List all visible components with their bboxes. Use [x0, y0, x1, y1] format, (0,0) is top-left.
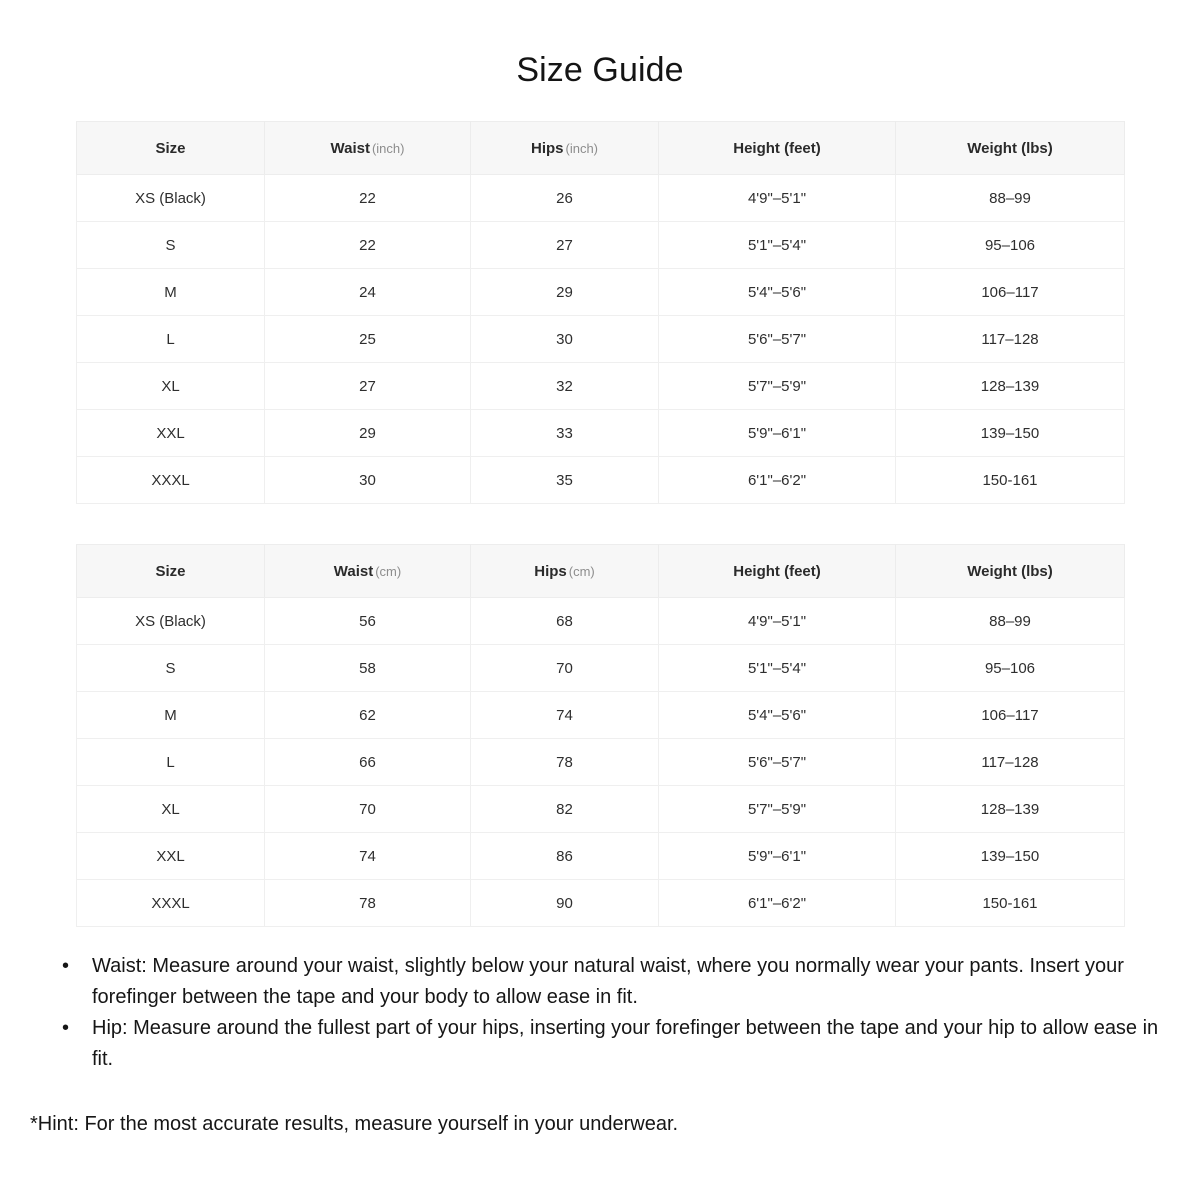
table-cell: 27	[471, 222, 659, 269]
column-header-unit: (cm)	[375, 563, 402, 579]
table-cell: 139–150	[896, 833, 1125, 880]
column-header-label: Hips	[534, 562, 567, 580]
table-cell: 33	[471, 410, 659, 457]
page-title: Size Guide	[516, 51, 684, 89]
table-cell: 88–99	[896, 175, 1125, 222]
table-row	[77, 222, 1125, 269]
column-header-size	[77, 122, 265, 175]
column-header-size	[77, 545, 265, 598]
size-label-cell: M	[77, 692, 265, 739]
table-cell: 5'6"–5'7"	[659, 316, 896, 363]
size-label-cell: XXL	[77, 410, 265, 457]
table-cell: 86	[471, 833, 659, 880]
size-label-cell: XXXL	[77, 880, 265, 927]
table-cell: 95–106	[896, 222, 1125, 269]
size-label-cell: XXL	[77, 833, 265, 880]
column-header-label: Waist	[333, 562, 374, 580]
column-header-label: Size	[155, 562, 186, 580]
table-body	[77, 598, 1125, 927]
table-header	[77, 545, 1125, 598]
table-cell: 5'7"–5'9"	[659, 363, 896, 410]
table-cell: 90	[471, 880, 659, 927]
table-row	[77, 833, 1125, 880]
table-body	[77, 175, 1125, 504]
size-label-cell: XXXL	[77, 457, 265, 504]
table-cell: 150-161	[896, 880, 1125, 927]
column-header-label: Hips	[530, 139, 564, 157]
table-cell: 26	[471, 175, 659, 222]
table-cell: 78	[471, 739, 659, 786]
table-cell: 4'9"–5'1"	[659, 598, 896, 645]
table-cell: 139–150	[896, 410, 1125, 457]
table-cell: 30	[471, 316, 659, 363]
column-header-height-feet	[659, 122, 896, 175]
table-header-row	[77, 545, 1125, 598]
table-row	[77, 880, 1125, 927]
column-header-label: Height (feet)	[733, 139, 821, 157]
table-cell: 4'9"–5'1"	[659, 175, 896, 222]
table-cell: 25	[265, 316, 471, 363]
table-row	[77, 786, 1125, 833]
table-cell: 24	[265, 269, 471, 316]
table-cell: 29	[265, 410, 471, 457]
size-label-cell: XL	[77, 363, 265, 410]
measurement-note-item	[56, 951, 1160, 1013]
table-header-row	[77, 122, 1125, 175]
table-row	[77, 692, 1125, 739]
table-row	[77, 598, 1125, 645]
table-cell: 58	[265, 645, 471, 692]
column-header-hips	[471, 545, 659, 598]
table-cell: 27	[265, 363, 471, 410]
size-label-cell: L	[77, 739, 265, 786]
table-cell: 62	[265, 692, 471, 739]
table-cell: 32	[471, 363, 659, 410]
measurement-note-item	[56, 1013, 1160, 1075]
table-cell: 6'1"–6'2"	[659, 457, 896, 504]
table-row	[77, 316, 1125, 363]
size-table-imperial	[76, 121, 1125, 504]
hint-text: *Hint: For the most accurate results, measure yourself in your underwear.	[30, 1113, 679, 1135]
column-header-waist	[265, 122, 471, 175]
size-label-cell: S	[77, 645, 265, 692]
size-table-metric-wrapper	[76, 544, 1124, 927]
table-cell: 35	[471, 457, 659, 504]
table-cell: 5'6"–5'7"	[659, 739, 896, 786]
table-cell: 82	[471, 786, 659, 833]
table-cell: 5'9"–6'1"	[659, 410, 896, 457]
table-cell: 128–139	[896, 786, 1125, 833]
table-row	[77, 739, 1125, 786]
bullet-icon: •	[62, 955, 70, 977]
table-cell: 106–117	[896, 269, 1125, 316]
table-cell: 66	[265, 739, 471, 786]
table-cell: 106–117	[896, 692, 1125, 739]
table-cell: 74	[471, 692, 659, 739]
column-header-label: Weight (lbs)	[967, 139, 1053, 157]
column-header-unit: (inch)	[565, 140, 599, 156]
table-cell: 88–99	[896, 598, 1125, 645]
table-cell: 6'1"–6'2"	[659, 880, 896, 927]
size-label-cell: XS (Black)	[77, 598, 265, 645]
table-cell: 29	[471, 269, 659, 316]
table-row	[77, 363, 1125, 410]
column-header-label: Height (feet)	[733, 562, 821, 580]
table-cell: 78	[265, 880, 471, 927]
table-cell: 5'4"–5'6"	[659, 269, 896, 316]
size-label-cell: XL	[77, 786, 265, 833]
table-cell: 68	[471, 598, 659, 645]
column-header-weight-lbs	[896, 545, 1125, 598]
table-cell: 70	[471, 645, 659, 692]
size-label-cell: L	[77, 316, 265, 363]
column-header-hips	[471, 122, 659, 175]
size-table-metric	[76, 544, 1125, 927]
table-cell: 70	[265, 786, 471, 833]
table-cell: 5'4"–5'6"	[659, 692, 896, 739]
table-cell: 95–106	[896, 645, 1125, 692]
column-header-unit: (cm)	[568, 563, 595, 579]
column-header-waist	[265, 545, 471, 598]
column-header-weight-lbs	[896, 122, 1125, 175]
table-cell: 5'1"–5'4"	[659, 645, 896, 692]
column-header-height-feet	[659, 545, 896, 598]
measurement-note-text: Waist: Measure around your waist, slightly below your natural waist, where you normally wear your pants. Insert your forefinger between the tape and your body to allow ease in fit.	[92, 955, 1124, 1008]
table-row	[77, 410, 1125, 457]
size-table-imperial-wrapper	[76, 121, 1124, 504]
size-label-cell: XS (Black)	[77, 175, 265, 222]
table-row	[77, 175, 1125, 222]
table-header	[77, 122, 1125, 175]
table-cell: 5'9"–6'1"	[659, 833, 896, 880]
bullet-icon: •	[62, 1017, 70, 1039]
table-cell: 150-161	[896, 457, 1125, 504]
column-header-label: Weight (lbs)	[967, 562, 1053, 580]
column-header-label: Size	[155, 139, 186, 157]
table-row	[77, 457, 1125, 504]
table-cell: 5'7"–5'9"	[659, 786, 896, 833]
table-cell: 5'1"–5'4"	[659, 222, 896, 269]
table-cell: 56	[265, 598, 471, 645]
measurement-note-text: Hip: Measure around the fullest part of your hips, inserting your forefinger between the tape and your hip to allow ease in fit.	[92, 1017, 1159, 1070]
table-cell: 22	[265, 222, 471, 269]
column-header-label: Waist	[330, 139, 370, 157]
measurement-notes-list	[0, 927, 1200, 1075]
table-cell: 117–128	[896, 316, 1125, 363]
table-cell: 22	[265, 175, 471, 222]
table-cell: 30	[265, 457, 471, 504]
table-cell: 128–139	[896, 363, 1125, 410]
table-row	[77, 645, 1125, 692]
size-label-cell: M	[77, 269, 265, 316]
table-cell: 74	[265, 833, 471, 880]
table-cell: 117–128	[896, 739, 1125, 786]
column-header-unit: (inch)	[371, 140, 405, 156]
table-row	[77, 269, 1125, 316]
size-label-cell: S	[77, 222, 265, 269]
